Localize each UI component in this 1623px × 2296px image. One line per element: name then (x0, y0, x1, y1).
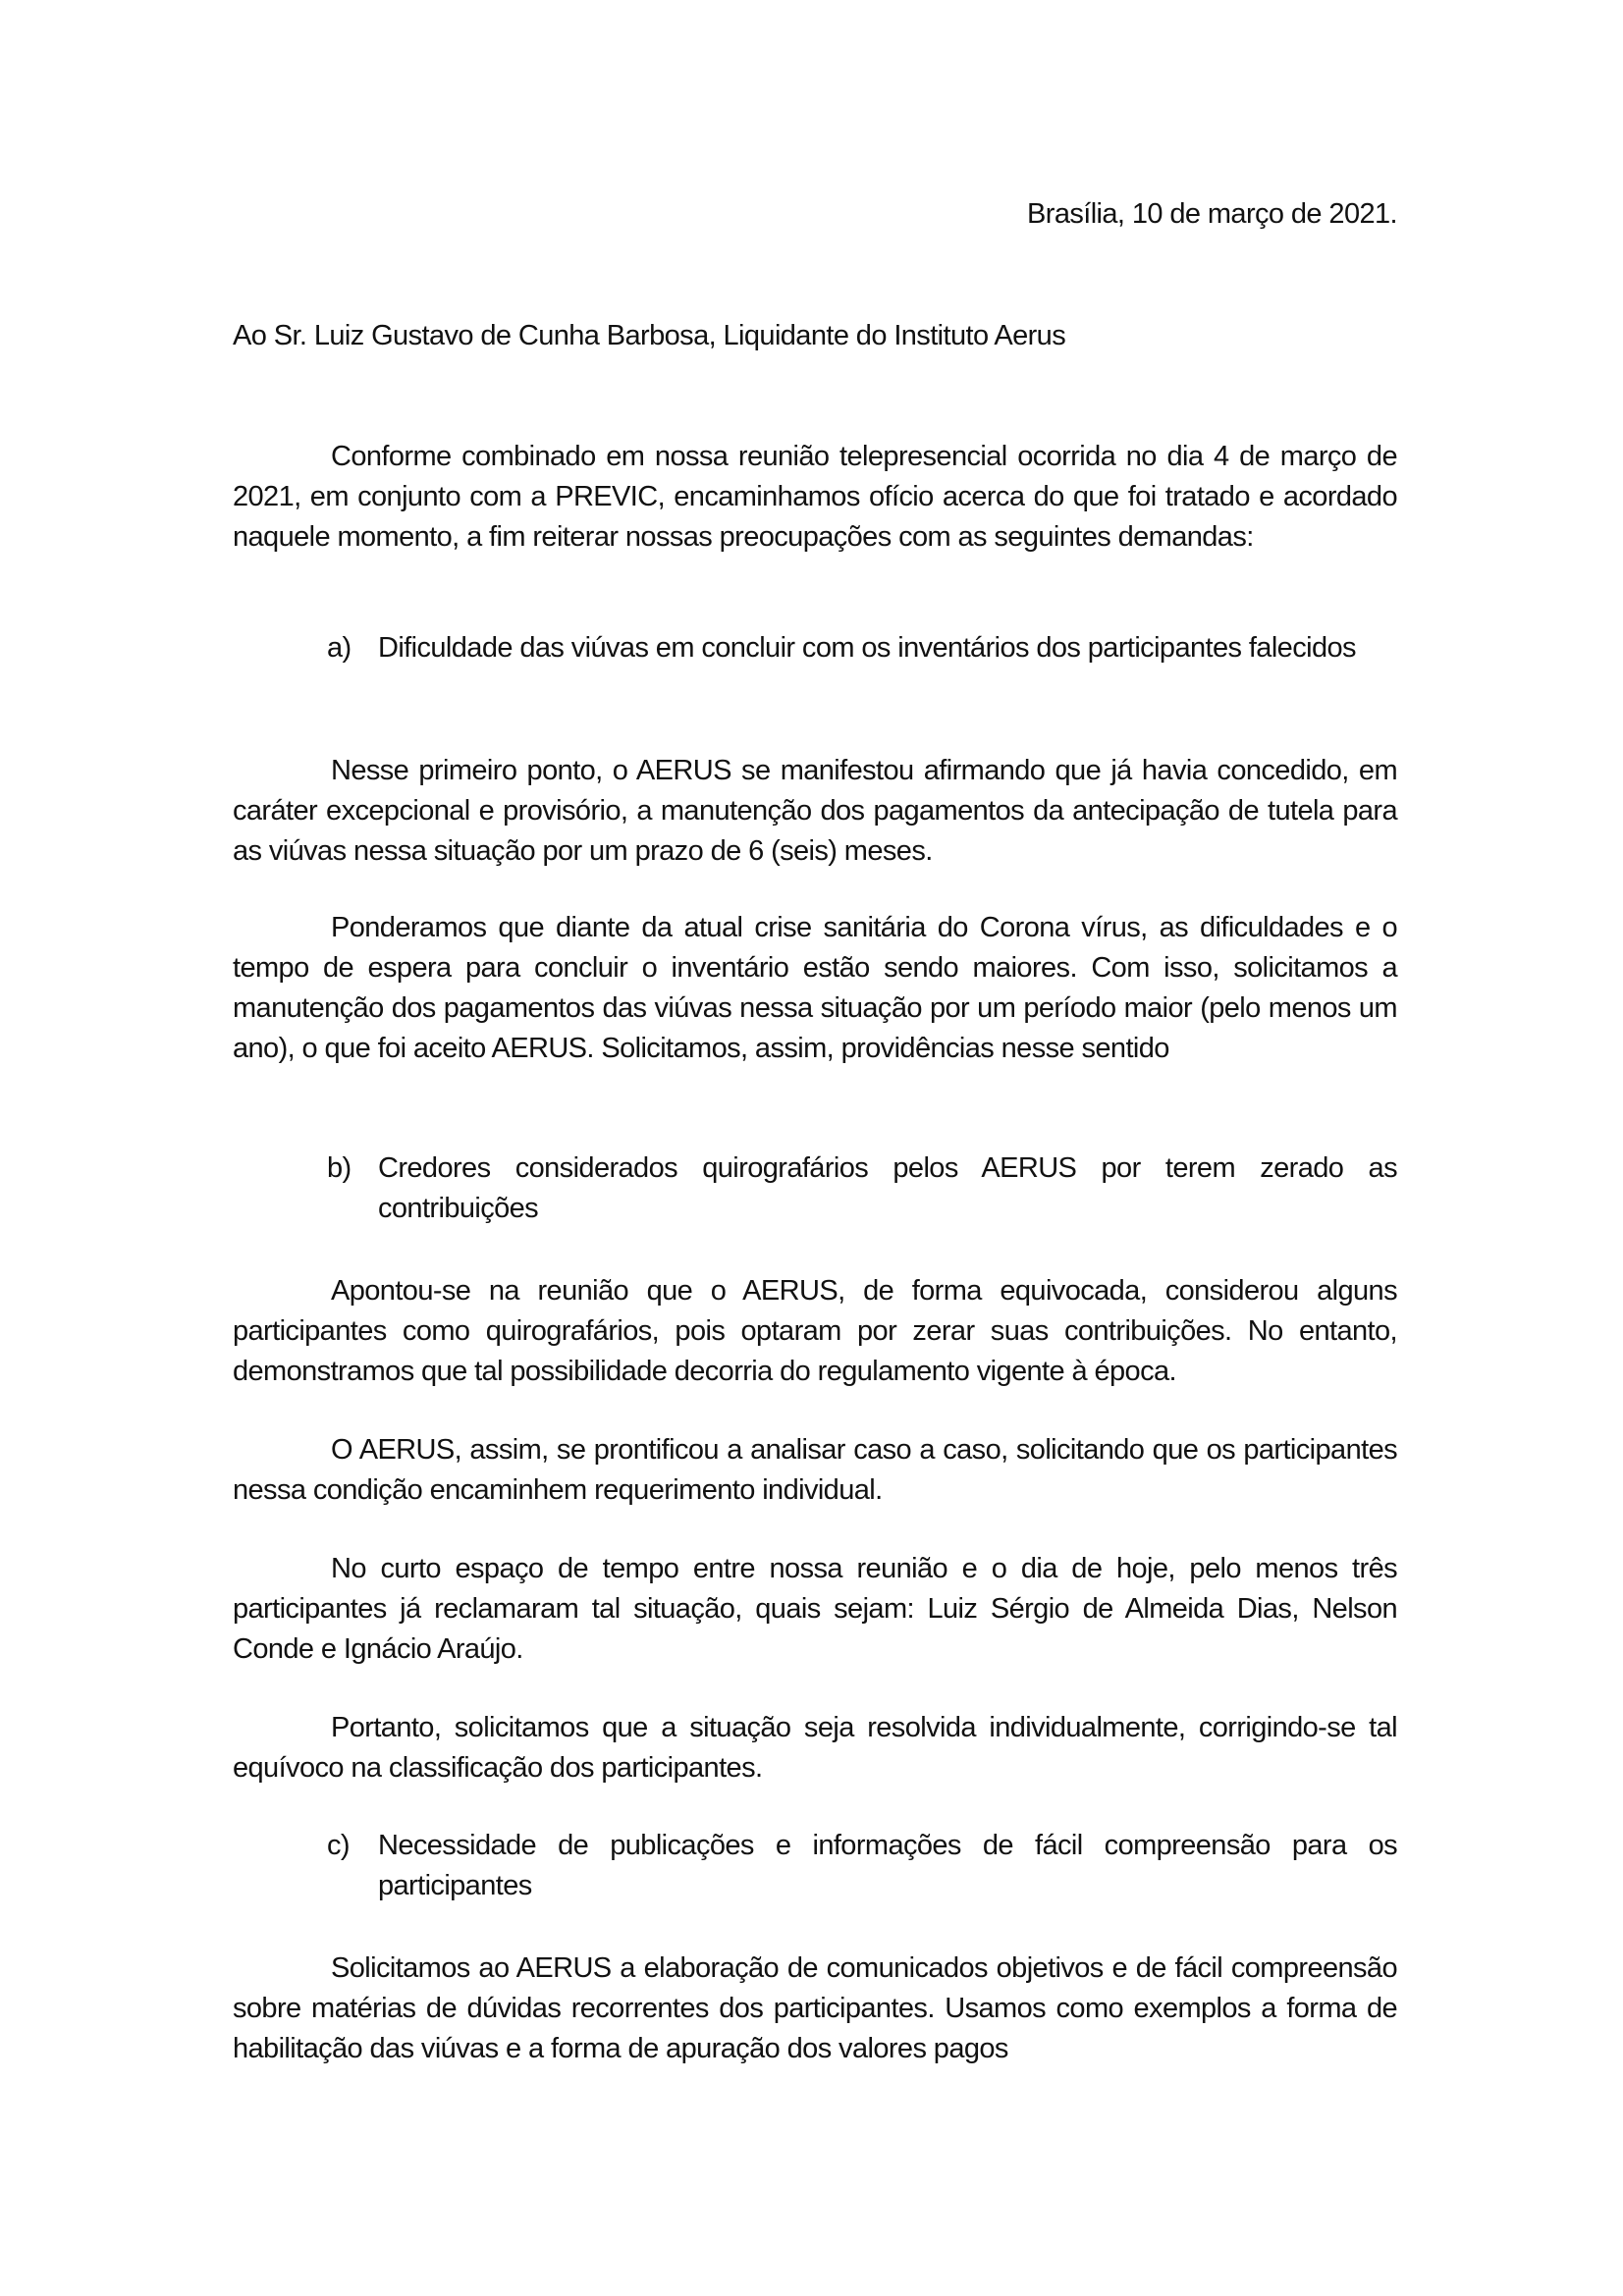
list-item-title: Necessidade de publicações e informações de fácil compreensão para os participantes (378, 1830, 1397, 1901)
list-marker: a) (327, 632, 352, 664)
list-marker: c) (327, 1830, 350, 1861)
list-item-a (327, 628, 1397, 668)
addressee-line: Ao Sr. Luiz Gustavo de Cunha Barbosa, Liquidante do Instituto Aerus (233, 320, 1066, 351)
body-paragraph: Nesse primeiro ponto, o AERUS se manifestou afirmando que já havia concedido, em caráter excepcional e provisório, a manutenção dos pagamentos da antecipação de tutela para as viúvas nessa situação por um prazo de 6 (seis) meses. (233, 755, 1397, 867)
list-item-title: Credores considerados quirografários pelos AERUS por terem zerado as contribuições (378, 1152, 1397, 1224)
body-paragraph: O AERUS, assim, se prontificou a analisar caso a caso, solicitando que os participantes nessa condição encaminhem requerimento individual. (233, 1434, 1397, 1506)
date-line: Brasília, 10 de março de 2021. (1027, 198, 1397, 230)
list-item-b (327, 1148, 1397, 1229)
body-paragraph: Portanto, solicitamos que a situação seja resolvida individualmente, corrigindo-se tal equívoco na classificação dos participantes. (233, 1712, 1397, 1784)
body-paragraph: Apontou-se na reunião que o AERUS, de forma equivocada, considerou alguns participantes como quirografários, pois optaram por zerar suas contribuições. No entanto, demonstramos que tal possibilidade decorria do regulamento vigente à época. (233, 1275, 1397, 1387)
body-paragraph: Ponderamos que diante da atual crise sanitária do Corona vírus, as dificuldades e o tempo de espera para concluir o inventário estão sendo maiores. Com isso, solicitamos a manutenção dos pagamentos das viúvas nessa situação por um período maior (pelo menos um ano), o que foi aceito AERUS. Solicitamos, assim, providências nesse sentido (233, 912, 1397, 1064)
list-marker: b) (327, 1152, 352, 1184)
body-paragraph: No curto espaço de tempo entre nossa reunião e o dia de hoje, pelo menos três participantes já reclamaram tal situação, quais sejam: Luiz Sérgio de Almeida Dias, Nelson Conde e Ignácio Araújo. (233, 1553, 1397, 1665)
intro-paragraph: Conforme combinado em nossa reunião telepresencial ocorrida no dia 4 de março de 2021, em conjunto com a PREVIC, encaminhamos ofício acerca do que foi tratado e acordado naquele momento, a fim reiterar nossas preocupações com as seguintes demandas: (233, 441, 1397, 553)
list-item-c (327, 1826, 1397, 1906)
body-paragraph: Solicitamos ao AERUS a elaboração de comunicados objetivos e de fácil compreensão sobre matérias de dúvidas recorrentes dos participantes. Usamos como exemplos a forma de habilitação das viúvas e a forma de apuração dos valores pagos (233, 1952, 1397, 2064)
list-item-title: Dificuldade das viúvas em concluir com os inventários dos participantes falecidos (378, 632, 1356, 664)
